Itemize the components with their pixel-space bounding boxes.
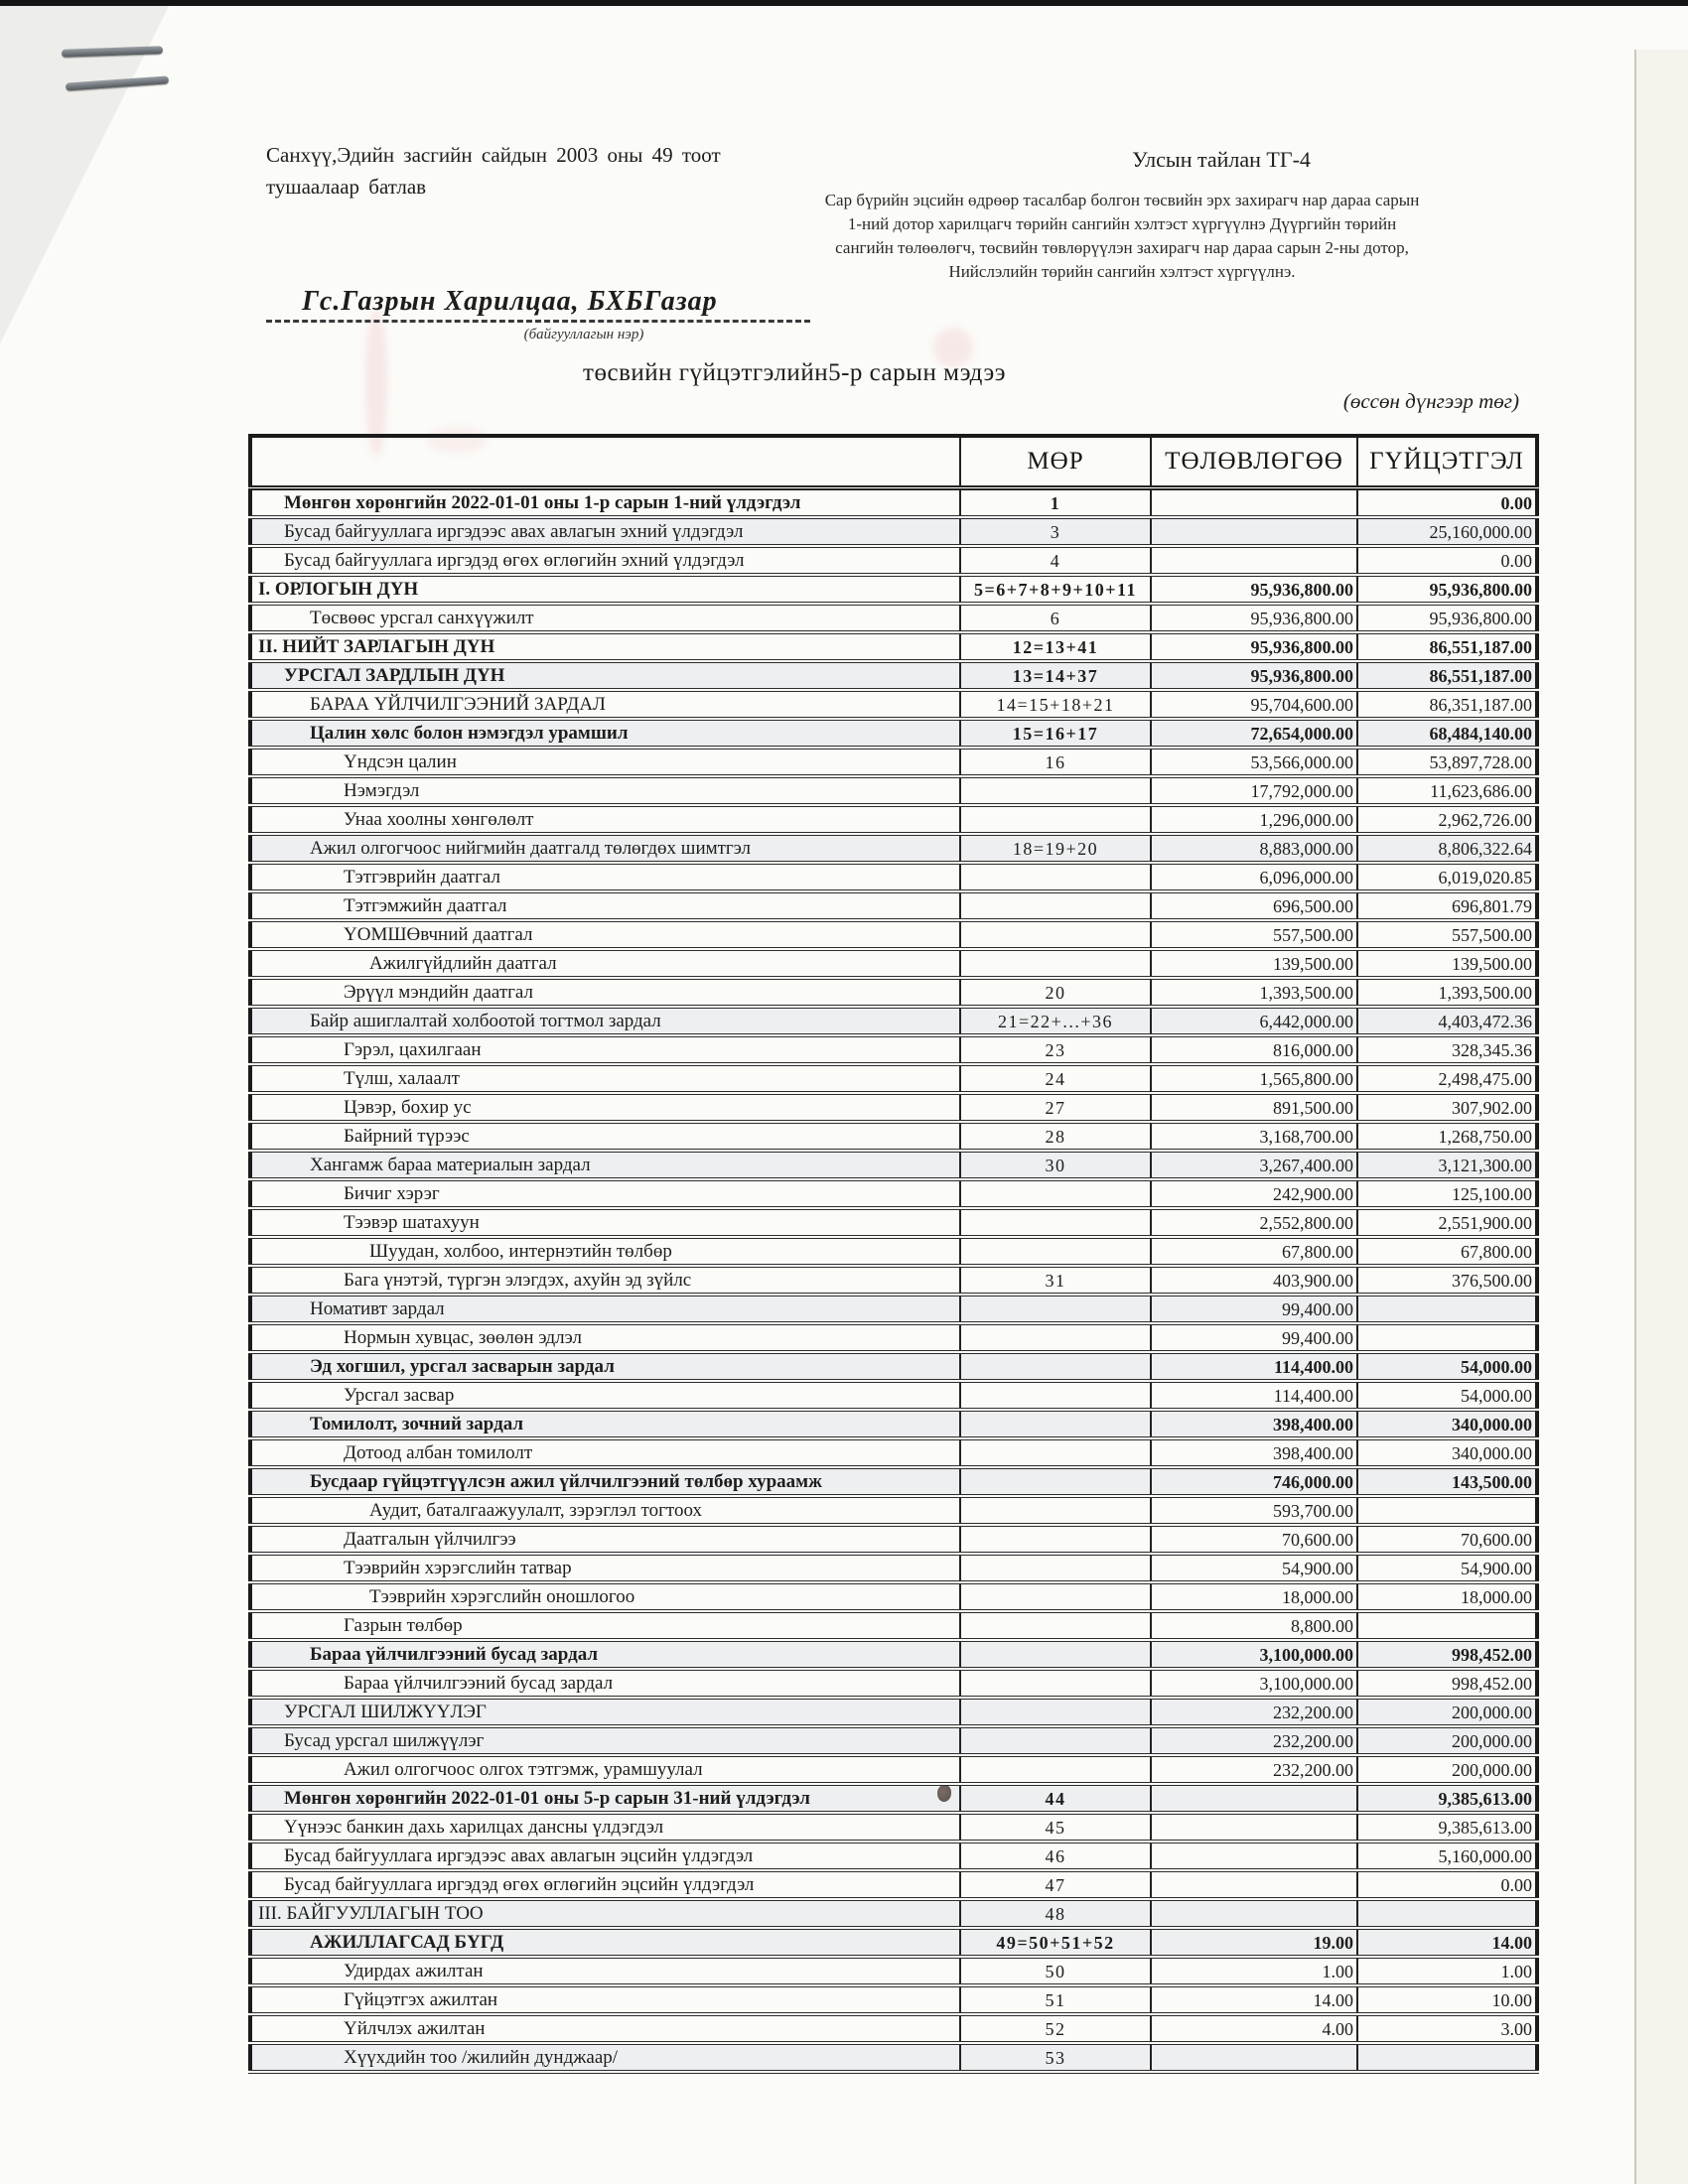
row-label-cell: Үйлчлэх ажилтан [250, 2014, 960, 2043]
row-mor-cell [960, 920, 1151, 949]
row-label-cell: Тээврийн хэрэгслийн оношлогоо [250, 1582, 960, 1611]
row-plan-cell: 8,800.00 [1151, 1611, 1357, 1640]
row-mor-cell: 30 [960, 1151, 1151, 1179]
table-row [250, 949, 1537, 978]
row-exec-cell: 2,551,900.00 [1357, 1208, 1537, 1237]
row-mor-cell: 50 [960, 1957, 1151, 1985]
row-mor-cell: 44 [960, 1784, 1151, 1813]
row-plan-cell: 232,200.00 [1151, 1726, 1357, 1755]
row-mor-cell: 23 [960, 1035, 1151, 1064]
row-exec-cell: 2,498,475.00 [1357, 1064, 1537, 1093]
table-row [250, 604, 1537, 632]
row-exec-cell: 0.00 [1357, 1870, 1537, 1899]
row-mor-cell: 15=16+17 [960, 719, 1151, 748]
table-row [250, 1957, 1537, 1985]
row-exec-cell: 1.00 [1357, 1957, 1537, 1985]
row-mor-cell [960, 1582, 1151, 1611]
row-plan-cell: 1,393,500.00 [1151, 978, 1357, 1007]
organization-name-caption: (байгууллагын нэр) [523, 327, 644, 342]
row-plan-cell: 19.00 [1151, 1928, 1357, 1957]
row-mor-cell: 48 [960, 1899, 1151, 1928]
row-label-cell: Бусад урсгал шилжүүлэг [250, 1726, 960, 1755]
row-label-cell: Тэтгэврийн даатгал [250, 863, 960, 891]
row-mor-cell: 16 [960, 748, 1151, 776]
row-label-cell: Цэвэр, бохир ус [250, 1093, 960, 1122]
row-plan-cell: 403,900.00 [1151, 1266, 1357, 1295]
row-exec-cell: 9,385,613.00 [1357, 1813, 1537, 1842]
approval-note: Санхүү,Эдийн засгийн сайдын 2003 оны 49 тоот тушаалаар батлав [266, 143, 721, 199]
row-exec-cell: 54,900.00 [1357, 1554, 1537, 1582]
row-label-cell: Ажилгүйдлийн даатгал [250, 949, 960, 978]
row-mor-cell: 46 [960, 1842, 1151, 1870]
instruction-line: Сар бүрийн эцсийн өдрөөр тасалбар болгон төсвийн эрх захирагч нар дараа сарын [824, 191, 1420, 209]
table-row [250, 748, 1537, 776]
instruction-line: 1-ний дотор харилцагч төрийн сангийн хэлтэст хүргүүлнэ Дүүргийн төрийн [847, 214, 1397, 233]
table-row [250, 1007, 1537, 1035]
table-row [250, 1467, 1537, 1496]
row-label-cell: II. НИЙТ ЗАРЛАГЫН ДҮН [250, 632, 960, 661]
table-row [250, 863, 1537, 891]
table-row [250, 1179, 1537, 1208]
row-plan-cell: 99,400.00 [1151, 1323, 1357, 1352]
row-label-cell: Бусад байгууллага иргэдэд өгөх өглөгийн эцсийн үлдэгдэл [250, 1870, 960, 1899]
row-label-cell: Аудит, баталгаажуулалт, зэрэглэл тогтоох [250, 1496, 960, 1525]
row-mor-cell [960, 1410, 1151, 1438]
row-plan-cell [1151, 488, 1357, 518]
row-mor-cell: 24 [960, 1064, 1151, 1093]
table-row [250, 1237, 1537, 1266]
table-row [250, 1640, 1537, 1669]
table-row [250, 1813, 1537, 1842]
row-mor-cell [960, 863, 1151, 891]
row-plan-cell: 557,500.00 [1151, 920, 1357, 949]
row-plan-cell [1151, 1784, 1357, 1813]
row-plan-cell: 72,654,000.00 [1151, 719, 1357, 748]
row-plan-cell: 232,200.00 [1151, 1698, 1357, 1726]
row-label-cell: Гүйцэтгэх ажилтан [250, 1985, 960, 2014]
row-mor-cell [960, 776, 1151, 805]
table-row [250, 805, 1537, 834]
table-row [250, 1093, 1537, 1122]
table-row [250, 1525, 1537, 1554]
table-row [250, 1323, 1537, 1352]
table-row [250, 1698, 1537, 1726]
table-row [250, 1582, 1537, 1611]
page-title: төсвийн гүйцэтгэлийн5-р сарын мэдээ [583, 359, 1006, 386]
scan-top-edge [0, 0, 1688, 6]
row-label-cell: Томилолт, зочний зардал [250, 1410, 960, 1438]
row-exec-cell: 125,100.00 [1357, 1179, 1537, 1208]
row-mor-cell [960, 1179, 1151, 1208]
row-label-cell: Үндсэн цалин [250, 748, 960, 776]
table-row [250, 1295, 1537, 1323]
row-plan-cell [1151, 1870, 1357, 1899]
row-exec-cell: 70,600.00 [1357, 1525, 1537, 1554]
row-plan-cell: 3,168,700.00 [1151, 1122, 1357, 1151]
row-exec-cell: 14.00 [1357, 1928, 1537, 1957]
row-mor-cell [960, 1525, 1151, 1554]
row-plan-cell: 8,883,000.00 [1151, 834, 1357, 863]
row-label-cell: Эд хогшил, урсгал засварын зардал [250, 1352, 960, 1381]
row-exec-cell: 307,902.00 [1357, 1093, 1537, 1122]
row-exec-cell: 8,806,322.64 [1357, 834, 1537, 863]
row-exec-cell: 998,452.00 [1357, 1669, 1537, 1698]
row-plan-cell: 6,096,000.00 [1151, 863, 1357, 891]
row-plan-cell [1151, 1842, 1357, 1870]
table-row [250, 1410, 1537, 1438]
row-plan-cell: 17,792,000.00 [1151, 776, 1357, 805]
row-mor-cell: 13=14+37 [960, 661, 1151, 690]
row-mor-cell: 27 [960, 1093, 1151, 1122]
row-exec-cell: 11,623,686.00 [1357, 776, 1537, 805]
table-row [250, 546, 1537, 575]
row-exec-cell: 5,160,000.00 [1357, 1842, 1537, 1870]
row-label-cell: Хангамж бараа материалын зардал [250, 1151, 960, 1179]
row-exec-cell: 95,936,800.00 [1357, 575, 1537, 604]
row-label-cell: Бага үнэтэй, түргэн элэгдэх, ахуйн эд зүйлс [250, 1266, 960, 1295]
row-label-cell: Цалин хөлс болон нэмэгдэл урамшил [250, 719, 960, 748]
table-row [250, 776, 1537, 805]
row-mor-cell [960, 1323, 1151, 1352]
row-plan-cell: 14.00 [1151, 1985, 1357, 2014]
row-mor-cell: 21=22+...+36 [960, 1007, 1151, 1035]
row-exec-cell: 340,000.00 [1357, 1438, 1537, 1467]
row-plan-cell: 114,400.00 [1151, 1381, 1357, 1410]
row-label-cell: Түлш, халаалт [250, 1064, 960, 1093]
row-label-cell: Ажил олгогчоос олгох тэтгэмж, урамшуулал [250, 1755, 960, 1784]
row-exec-cell: 998,452.00 [1357, 1640, 1537, 1669]
row-plan-cell: 242,900.00 [1151, 1179, 1357, 1208]
table-row [250, 1611, 1537, 1640]
row-exec-cell: 53,897,728.00 [1357, 748, 1537, 776]
row-exec-cell: 95,936,800.00 [1357, 604, 1537, 632]
row-exec-cell: 200,000.00 [1357, 1698, 1537, 1726]
row-exec-cell: 328,345.36 [1357, 1035, 1537, 1064]
row-exec-cell: 54,000.00 [1357, 1381, 1537, 1410]
row-mor-cell [960, 1554, 1151, 1582]
row-exec-cell: 0.00 [1357, 546, 1537, 575]
table-row [250, 1899, 1537, 1928]
row-label-cell: УРСГАЛ ШИЛЖҮҮЛЭГ [250, 1698, 960, 1726]
dashed-underline [266, 320, 810, 323]
row-label-cell: III. БАЙГУУЛЛАГЫН ТОО [250, 1899, 960, 1928]
row-exec-cell: 2,962,726.00 [1357, 805, 1537, 834]
row-mor-cell: 14=15+18+21 [960, 690, 1151, 719]
table-row [250, 632, 1537, 661]
row-label-cell: Бараа үйлчилгээний бусад зардал [250, 1669, 960, 1698]
table-row [250, 719, 1537, 748]
table-row [250, 1554, 1537, 1582]
row-exec-cell [1357, 1295, 1537, 1323]
row-label-cell: Хүүхдийн тоо /жилийн дунджаар/ [250, 2043, 960, 2072]
row-mor-cell [960, 1438, 1151, 1467]
table-row [250, 1726, 1537, 1755]
row-plan-cell: 18,000.00 [1151, 1582, 1357, 1611]
row-label-cell: Төсвөөс урсгал санхүүжилт [250, 604, 960, 632]
row-plan-cell: 891,500.00 [1151, 1093, 1357, 1122]
row-exec-cell: 68,484,140.00 [1357, 719, 1537, 748]
table-row [250, 891, 1537, 920]
header-exec: ГҮЙЦЭТГЭЛ [1357, 436, 1537, 488]
row-label-cell: Номативт зардал [250, 1295, 960, 1323]
row-mor-cell [960, 1698, 1151, 1726]
row-mor-cell [960, 1611, 1151, 1640]
table-row [250, 1784, 1537, 1813]
row-plan-cell: 95,936,800.00 [1151, 632, 1357, 661]
row-plan-cell: 139,500.00 [1151, 949, 1357, 978]
row-plan-cell: 593,700.00 [1151, 1496, 1357, 1525]
row-plan-cell: 3,267,400.00 [1151, 1151, 1357, 1179]
row-plan-cell [1151, 2043, 1357, 2072]
row-plan-cell [1151, 1813, 1357, 1842]
budget-execution-table [248, 434, 1539, 2074]
row-plan-cell: 232,200.00 [1151, 1755, 1357, 1784]
row-label-cell: Нэмэгдэл [250, 776, 960, 805]
row-exec-cell [1357, 2043, 1537, 2072]
row-label-cell: Байр ашиглалтай холбоотой тогтмол зардал [250, 1007, 960, 1035]
row-label-cell: Даатгалын үйлчилгээ [250, 1525, 960, 1554]
table-row [250, 1381, 1537, 1410]
table-row [250, 834, 1537, 863]
row-mor-cell: 49=50+51+52 [960, 1928, 1151, 1957]
row-mor-cell: 28 [960, 1122, 1151, 1151]
table-row [250, 1496, 1537, 1525]
row-label-cell: I. ОРЛОГЫН ДҮН [250, 575, 960, 604]
organization-block [266, 286, 822, 343]
row-plan-cell: 4.00 [1151, 2014, 1357, 2043]
row-exec-cell: 1,268,750.00 [1357, 1122, 1537, 1151]
row-plan-cell: 67,800.00 [1151, 1237, 1357, 1266]
row-label-cell: Тээврийн хэрэгслийн татвар [250, 1554, 960, 1582]
row-plan-cell [1151, 546, 1357, 575]
row-exec-cell: 200,000.00 [1357, 1726, 1537, 1755]
header-label [250, 436, 960, 488]
row-plan-cell: 1.00 [1151, 1957, 1357, 1985]
table-row [250, 2014, 1537, 2043]
row-label-cell: Дотоод албан томилолт [250, 1438, 960, 1467]
header-mor: МӨР [960, 436, 1151, 488]
table-row [250, 488, 1537, 518]
row-mor-cell [960, 1669, 1151, 1698]
row-mor-cell: 5=6+7+8+9+10+11 [960, 575, 1151, 604]
row-label-cell: Гэрэл, цахилгаан [250, 1035, 960, 1064]
row-plan-cell: 53,566,000.00 [1151, 748, 1357, 776]
row-exec-cell: 0.00 [1357, 488, 1537, 518]
row-label-cell: Тэтгэмжийн даатгал [250, 891, 960, 920]
row-plan-cell [1151, 517, 1357, 546]
row-mor-cell [960, 1295, 1151, 1323]
row-label-cell: Нормын хувцас, зөөлөн эдлэл [250, 1323, 960, 1352]
table-row [250, 1755, 1537, 1784]
row-exec-cell: 376,500.00 [1357, 1266, 1537, 1295]
table-row [250, 1842, 1537, 1870]
row-mor-cell [960, 805, 1151, 834]
row-plan-cell: 398,400.00 [1151, 1410, 1357, 1438]
row-plan-cell: 1,565,800.00 [1151, 1064, 1357, 1093]
row-exec-cell: 696,801.79 [1357, 891, 1537, 920]
row-plan-cell: 70,600.00 [1151, 1525, 1357, 1554]
row-mor-cell [960, 1496, 1151, 1525]
row-exec-cell: 3,121,300.00 [1357, 1151, 1537, 1179]
header-plan: ТӨЛӨВЛӨГӨӨ [1151, 436, 1357, 488]
table-row [250, 1266, 1537, 1295]
table-row [250, 978, 1537, 1007]
row-mor-cell: 47 [960, 1870, 1151, 1899]
row-exec-cell: 1,393,500.00 [1357, 978, 1537, 1007]
row-plan-cell: 95,936,800.00 [1151, 575, 1357, 604]
table-row [250, 920, 1537, 949]
row-mor-cell: 31 [960, 1266, 1151, 1295]
table-row [250, 1870, 1537, 1899]
table-row [250, 1035, 1537, 1064]
table-row [250, 517, 1537, 546]
row-plan-cell: 95,936,800.00 [1151, 661, 1357, 690]
row-mor-cell: 6 [960, 604, 1151, 632]
row-label-cell: Мөнгөн хөрөнгийн 2022-01-01 оны 5-р сарын 31-ний үлдэгдэл [250, 1784, 960, 1813]
row-mor-cell [960, 1208, 1151, 1237]
instruction-line: сангийн төлөөлөгч, төсвийн төвлөрүүлэн захирагч нар дараа сарын 2-ны дотор, [835, 238, 1409, 257]
row-plan-cell: 1,296,000.00 [1151, 805, 1357, 834]
row-mor-cell: 3 [960, 517, 1151, 546]
table-row [250, 1064, 1537, 1093]
row-plan-cell: 3,100,000.00 [1151, 1669, 1357, 1698]
row-exec-cell: 25,160,000.00 [1357, 517, 1537, 546]
row-label-cell: АЖИЛЛАГСАД БҮГД [250, 1928, 960, 1957]
row-mor-cell [960, 1640, 1151, 1669]
row-label-cell: Шуудан, холбоо, интернэтийн төлбөр [250, 1237, 960, 1266]
row-plan-cell: 95,936,800.00 [1151, 604, 1357, 632]
table-row [250, 1985, 1537, 2014]
row-plan-cell: 99,400.00 [1151, 1295, 1357, 1323]
row-label-cell: Ажил олгогчоос нийгмийн даатгалд төлөгдөх шимтгэл [250, 834, 960, 863]
row-exec-cell: 200,000.00 [1357, 1755, 1537, 1784]
table-row [250, 1122, 1537, 1151]
row-label-cell: БАРАА ҮЙЛЧИЛГЭЭНИЙ ЗАРДАЛ [250, 690, 960, 719]
row-plan-cell: 114,400.00 [1151, 1352, 1357, 1381]
row-mor-cell [960, 1467, 1151, 1496]
row-plan-cell: 746,000.00 [1151, 1467, 1357, 1496]
table-row [250, 1151, 1537, 1179]
row-mor-cell: 18=19+20 [960, 834, 1151, 863]
row-plan-cell: 6,442,000.00 [1151, 1007, 1357, 1035]
table-row [250, 1928, 1537, 1957]
paper-edge [1634, 50, 1688, 2184]
row-label-cell: Бусдаар гүйцэтгүүлсэн ажил үйлчилгээний төлбөр хураамж [250, 1467, 960, 1496]
row-exec-cell: 54,000.00 [1357, 1352, 1537, 1381]
table-row [250, 575, 1537, 604]
row-exec-cell: 86,351,187.00 [1357, 690, 1537, 719]
table-row [250, 1208, 1537, 1237]
report-code: Улсын тайлан ТГ-4 [1132, 147, 1311, 172]
row-exec-cell: 9,385,613.00 [1357, 1784, 1537, 1813]
instruction-line: Нийслэлийн төрийн сангийн хэлтэст хүргүүлнэ. [948, 262, 1296, 281]
row-label-cell: Урсгал засвар [250, 1381, 960, 1410]
organization-name: Гс.Газрын Харилцаа, БХБГазар [302, 286, 718, 317]
row-plan-cell: 398,400.00 [1151, 1438, 1357, 1467]
row-plan-cell: 3,100,000.00 [1151, 1640, 1357, 1669]
row-exec-cell: 86,551,187.00 [1357, 632, 1537, 661]
row-exec-cell: 139,500.00 [1357, 949, 1537, 978]
row-label-cell: Удирдах ажилтан [250, 1957, 960, 1985]
table-row [250, 1352, 1537, 1381]
row-label-cell: Тээвэр шатахуун [250, 1208, 960, 1237]
row-label-cell: Бичиг хэрэг [250, 1179, 960, 1208]
row-mor-cell: 53 [960, 2043, 1151, 2072]
row-mor-cell: 12=13+41 [960, 632, 1151, 661]
row-plan-cell: 696,500.00 [1151, 891, 1357, 920]
row-label-cell: Байрний түрээс [250, 1122, 960, 1151]
row-exec-cell: 4,403,472.36 [1357, 1007, 1537, 1035]
row-label-cell: Үүнээс банкин дахь харилцах дансны үлдэгдэл [250, 1813, 960, 1842]
row-mor-cell [960, 949, 1151, 978]
row-exec-cell: 143,500.00 [1357, 1467, 1537, 1496]
row-label-cell: Бараа үйлчилгээний бусад зардал [250, 1640, 960, 1669]
row-exec-cell: 557,500.00 [1357, 920, 1537, 949]
unit-note: (өссөн дүнгээр төг) [1342, 389, 1519, 413]
row-exec-cell: 86,551,187.00 [1357, 661, 1537, 690]
table-row [250, 661, 1537, 690]
row-plan-cell: 95,704,600.00 [1151, 690, 1357, 719]
row-mor-cell: 4 [960, 546, 1151, 575]
row-exec-cell [1357, 1899, 1537, 1928]
row-mor-cell: 51 [960, 1985, 1151, 2014]
submission-instructions [824, 189, 1420, 284]
table-header-row [250, 436, 1537, 488]
row-mor-cell [960, 1352, 1151, 1381]
row-exec-cell [1357, 1611, 1537, 1640]
row-mor-cell [960, 1755, 1151, 1784]
row-exec-cell: 340,000.00 [1357, 1410, 1537, 1438]
row-exec-cell: 10.00 [1357, 1985, 1537, 2014]
row-exec-cell [1357, 1323, 1537, 1352]
row-label-cell: Бусад байгууллага иргэдээс авах авлагын эцсийн үлдэгдэл [250, 1842, 960, 1870]
row-mor-cell: 45 [960, 1813, 1151, 1842]
table-row [250, 2043, 1537, 2072]
row-label-cell: ҮОМШӨвчний даатгал [250, 920, 960, 949]
row-mor-cell [960, 1237, 1151, 1266]
row-plan-cell [1151, 1899, 1357, 1928]
row-exec-cell [1357, 1496, 1537, 1525]
row-mor-cell [960, 891, 1151, 920]
table-row [250, 1438, 1537, 1467]
row-exec-cell: 3.00 [1357, 2014, 1537, 2043]
row-label-cell: Бусад байгууллага иргэдэд өгөх өглөгийн эхний үлдэгдэл [250, 546, 960, 575]
row-mor-cell [960, 1726, 1151, 1755]
row-mor-cell: 1 [960, 488, 1151, 518]
row-mor-cell: 52 [960, 2014, 1151, 2043]
row-exec-cell: 18,000.00 [1357, 1582, 1537, 1611]
row-label-cell: Газрын төлбөр [250, 1611, 960, 1640]
row-exec-cell: 6,019,020.85 [1357, 863, 1537, 891]
row-label-cell: Унаа хоолны хөнгөлөлт [250, 805, 960, 834]
row-plan-cell: 54,900.00 [1151, 1554, 1357, 1582]
table-row [250, 1669, 1537, 1698]
row-mor-cell [960, 1381, 1151, 1410]
row-plan-cell: 816,000.00 [1151, 1035, 1357, 1064]
row-plan-cell: 2,552,800.00 [1151, 1208, 1357, 1237]
row-mor-cell: 20 [960, 978, 1151, 1007]
page-corner-shade [0, 6, 169, 343]
row-label-cell: Мөнгөн хөрөнгийн 2022-01-01 оны 1-р сарын 1-ний үлдэгдэл [250, 488, 960, 518]
table-row [250, 690, 1537, 719]
row-label-cell: Эрүүл мэндийн даатгал [250, 978, 960, 1007]
row-label-cell: УРСГАЛ ЗАРДЛЫН ДҮН [250, 661, 960, 690]
row-label-cell: Бусад байгууллага иргэдээс авах авлагын эхний үлдэгдэл [250, 517, 960, 546]
row-exec-cell: 67,800.00 [1357, 1237, 1537, 1266]
